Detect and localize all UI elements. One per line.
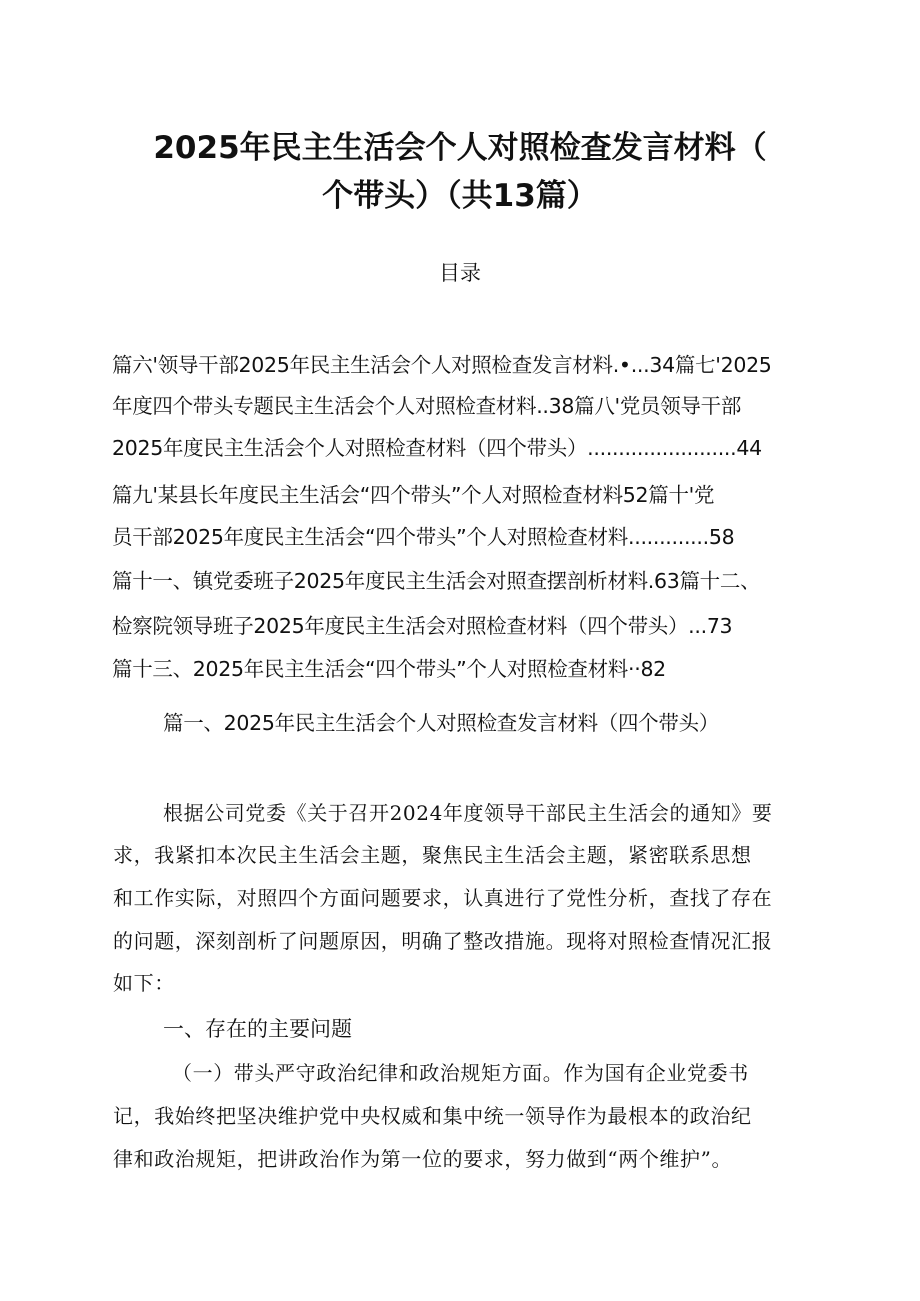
toc-line: 篇十一、镇党委班子2025年度民主生活会对照查摆剖析材料.63篇十二、: [112, 569, 761, 593]
paragraph-line: 记，我始终把坚决维护党中央权威和集中统一领导作为最根本的政治纪: [113, 1104, 752, 1128]
toc-line: 2025年度民主生活会个人对照检查材料（四个带头）........................44: [112, 436, 762, 460]
paragraph-line: 和工作实际，对照四个方面问题要求，认真进行了党性分析，查找了存在: [113, 886, 773, 910]
paragraph-line: 根据公司党委《关于召开2024年度领导干部民主生活会的通知》要: [163, 801, 773, 825]
toc-line: 篇六'领导干部2025年民主生活会个人对照检查发言材料.•...34篇七'2025: [112, 353, 772, 377]
document-title-line-2: 个带头）（共13篇）: [322, 178, 598, 214]
toc-line: 篇十三、2025年民主生活会“四个带头”个人对照检查材料··82: [112, 657, 666, 681]
section-title: 篇一、2025年民主生活会个人对照检查发言材料（四个带头）: [163, 711, 719, 735]
toc-line: 检察院领导班子2025年度民主生活会对照检查材料（四个带头）...73: [112, 614, 733, 638]
toc-heading: 目录: [439, 261, 481, 285]
paragraph-line: 律和政治规矩，把讲政治作为第一位的要求，努力做到“两个维护”。: [113, 1147, 733, 1171]
toc-line: 年度四个带头专题民主生活会个人对照检查材料..38篇八'党员领导干部: [112, 394, 742, 418]
toc-line: 员干部2025年度民主生活会“四个带头”个人对照检查材料.............58: [112, 525, 735, 549]
heading-main-problems: 一、存在的主要问题: [163, 1017, 352, 1041]
document-title-line-1: 2025年民主生活会个人对照检查发言材料（: [153, 130, 767, 166]
paragraph-line: 如下：: [113, 971, 175, 995]
toc-line: 篇九'某县长年度民主生活会“四个带头”个人对照检查材料52篇十'党: [112, 483, 715, 507]
paragraph-line: （一）带头严守政治纪律和政治规矩方面。作为国有企业党委书: [172, 1061, 749, 1085]
paragraph-line: 求，我紧扣本次民主生活会主题，聚焦民主生活会主题，紧密联系思想: [113, 843, 752, 867]
paragraph-line: 的问题，深刻剖析了问题原因，明确了整改措施。现将对照检查情况汇报: [113, 929, 773, 953]
